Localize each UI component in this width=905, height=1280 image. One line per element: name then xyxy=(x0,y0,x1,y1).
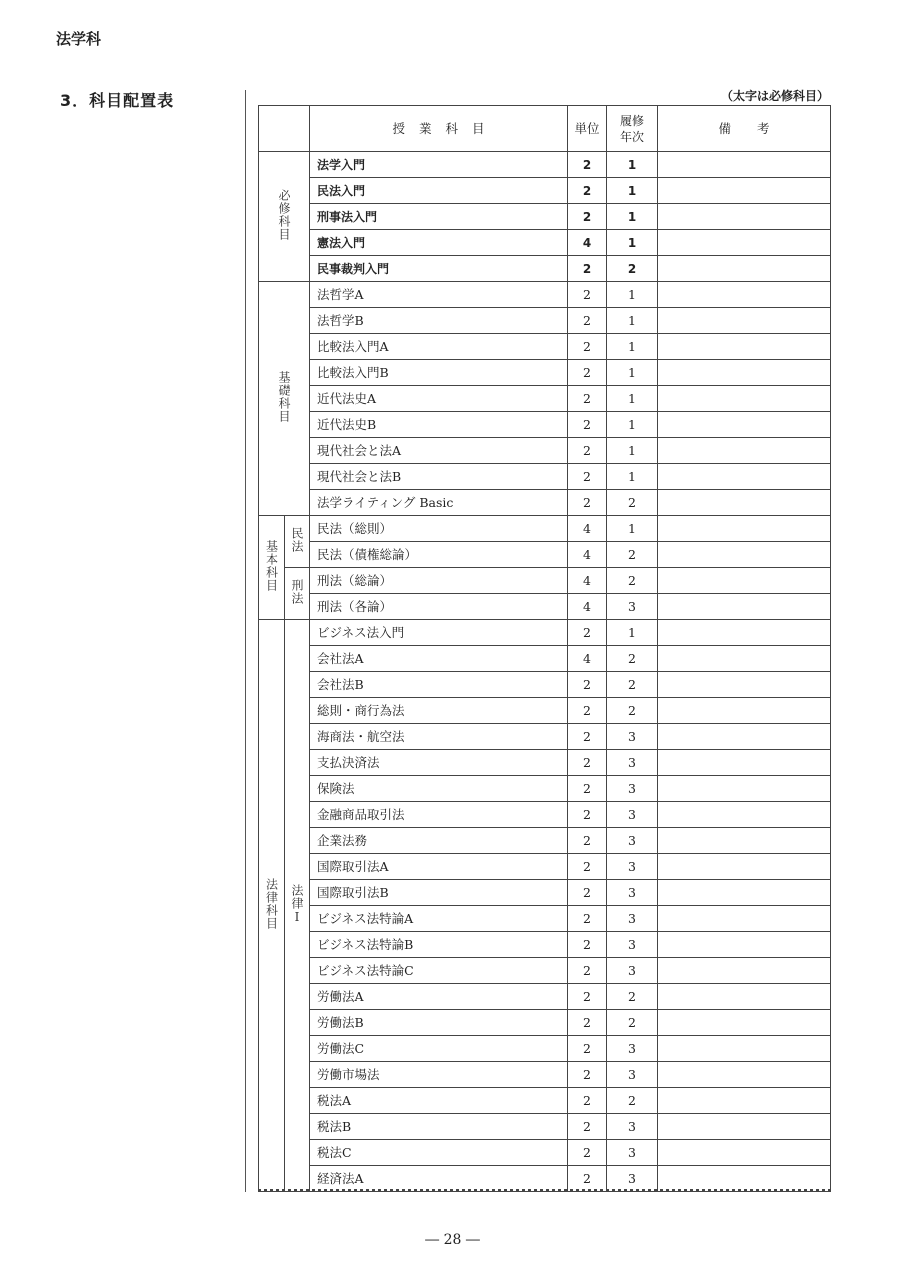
subject-cell: 労働法C xyxy=(310,1036,568,1062)
remarks-cell xyxy=(658,152,831,178)
remarks-cell xyxy=(658,178,831,204)
subject-cell: 税法B xyxy=(310,1114,568,1140)
subject-cell: 労働市場法 xyxy=(310,1062,568,1088)
table-row xyxy=(259,1010,831,1036)
year-cell: 3 xyxy=(607,1166,658,1192)
year-cell: 1 xyxy=(607,334,658,360)
units-cell: 2 xyxy=(568,1010,607,1036)
table-row xyxy=(259,282,831,308)
year-cell: 1 xyxy=(607,230,658,256)
remarks-cell xyxy=(658,984,831,1010)
group-basic: 基礎科目 xyxy=(259,282,310,516)
table-row xyxy=(259,620,831,646)
subject-cell: 法学入門 xyxy=(310,152,568,178)
year-cell: 3 xyxy=(607,958,658,984)
subject-cell: 比較法入門A xyxy=(310,334,568,360)
year-cell: 3 xyxy=(607,802,658,828)
header-group-cell xyxy=(259,106,310,152)
subject-cell: 比較法入門B xyxy=(310,360,568,386)
units-cell: 2 xyxy=(568,906,607,932)
units-cell: 2 xyxy=(568,880,607,906)
units-cell: 4 xyxy=(568,646,607,672)
header-year: 履修 年次 xyxy=(607,106,658,152)
table-row xyxy=(259,672,831,698)
remarks-cell xyxy=(658,620,831,646)
remarks-cell xyxy=(658,776,831,802)
table-row xyxy=(259,256,831,282)
year-cell: 3 xyxy=(607,1062,658,1088)
units-cell: 2 xyxy=(568,438,607,464)
table-row xyxy=(259,1036,831,1062)
year-cell: 1 xyxy=(607,204,658,230)
year-cell: 1 xyxy=(607,282,658,308)
year-cell: 2 xyxy=(607,568,658,594)
year-cell: 3 xyxy=(607,594,658,620)
course-table xyxy=(258,105,831,1192)
remarks-cell xyxy=(658,386,831,412)
table-row xyxy=(259,750,831,776)
units-cell: 2 xyxy=(568,1088,607,1114)
table-row xyxy=(259,698,831,724)
table-row xyxy=(259,1166,831,1192)
table-row xyxy=(259,828,831,854)
year-cell: 2 xyxy=(607,646,658,672)
table-row xyxy=(259,412,831,438)
subject-cell: 近代法史A xyxy=(310,386,568,412)
year-cell: 2 xyxy=(607,542,658,568)
year-cell: 3 xyxy=(607,828,658,854)
year-cell: 1 xyxy=(607,386,658,412)
subject-cell: ビジネス法特論B xyxy=(310,932,568,958)
table-row xyxy=(259,438,831,464)
table-row xyxy=(259,776,831,802)
table-row xyxy=(259,880,831,906)
margin-rule xyxy=(245,90,246,1192)
remarks-cell xyxy=(658,724,831,750)
table-row xyxy=(259,204,831,230)
subject-cell: 国際取引法A xyxy=(310,854,568,880)
year-cell: 3 xyxy=(607,750,658,776)
units-cell: 2 xyxy=(568,1114,607,1140)
subject-cell: 刑法（総論） xyxy=(310,568,568,594)
subject-cell: 民法入門 xyxy=(310,178,568,204)
subject-cell: 憲法入門 xyxy=(310,230,568,256)
header-subject: 授業科目 xyxy=(310,106,568,152)
remarks-cell xyxy=(658,932,831,958)
remarks-cell xyxy=(658,672,831,698)
remarks-cell xyxy=(658,1140,831,1166)
table-row xyxy=(259,802,831,828)
year-cell: 2 xyxy=(607,256,658,282)
subject-cell: 現代社会と法B xyxy=(310,464,568,490)
subject-cell: 会社法B xyxy=(310,672,568,698)
units-cell: 2 xyxy=(568,464,607,490)
units-cell: 2 xyxy=(568,932,607,958)
units-cell: 2 xyxy=(568,178,607,204)
year-cell: 1 xyxy=(607,360,658,386)
subject-cell: ビジネス法特論C xyxy=(310,958,568,984)
remarks-cell xyxy=(658,282,831,308)
subject-cell: 支払決済法 xyxy=(310,750,568,776)
subject-cell: ビジネス法入門 xyxy=(310,620,568,646)
units-cell: 2 xyxy=(568,958,607,984)
units-cell: 2 xyxy=(568,334,607,360)
remarks-cell xyxy=(658,750,831,776)
remarks-cell xyxy=(658,438,831,464)
units-cell: 2 xyxy=(568,412,607,438)
remarks-cell xyxy=(658,204,831,230)
subject-cell: 税法A xyxy=(310,1088,568,1114)
year-cell: 3 xyxy=(607,854,658,880)
subject-cell: 民法（債権総論） xyxy=(310,542,568,568)
table-row xyxy=(259,1062,831,1088)
subject-cell: 民事裁判入門 xyxy=(310,256,568,282)
remarks-cell xyxy=(658,568,831,594)
remarks-cell xyxy=(658,464,831,490)
year-cell: 3 xyxy=(607,880,658,906)
remarks-cell xyxy=(658,256,831,282)
units-cell: 2 xyxy=(568,750,607,776)
subject-cell: 企業法務 xyxy=(310,828,568,854)
table-row xyxy=(259,646,831,672)
year-cell: 3 xyxy=(607,1114,658,1140)
units-cell: 4 xyxy=(568,230,607,256)
units-cell: 2 xyxy=(568,854,607,880)
subgroup-law1: 法律Ⅰ xyxy=(285,620,310,1192)
units-cell: 2 xyxy=(568,672,607,698)
subject-cell: 海商法・航空法 xyxy=(310,724,568,750)
table-row xyxy=(259,334,831,360)
remarks-cell xyxy=(658,828,831,854)
remarks-cell xyxy=(658,594,831,620)
units-cell: 4 xyxy=(568,516,607,542)
table-row xyxy=(259,178,831,204)
remarks-cell xyxy=(658,490,831,516)
subject-cell: 金融商品取引法 xyxy=(310,802,568,828)
remarks-cell xyxy=(658,1114,831,1140)
subject-cell: 労働法B xyxy=(310,1010,568,1036)
remarks-cell xyxy=(658,1166,831,1192)
department-title: 法学科 xyxy=(56,30,102,48)
year-cell: 3 xyxy=(607,1140,658,1166)
table-row xyxy=(259,490,831,516)
year-cell: 3 xyxy=(607,906,658,932)
subject-cell: 法学ライティング Basic xyxy=(310,490,568,516)
year-cell: 1 xyxy=(607,178,658,204)
group-law: 法律科目 xyxy=(259,620,285,1192)
section-title: 3．科目配置表 xyxy=(60,91,175,110)
units-cell: 2 xyxy=(568,386,607,412)
table-row xyxy=(259,594,831,620)
year-cell: 3 xyxy=(607,776,658,802)
subject-cell: ビジネス法特論A xyxy=(310,906,568,932)
subject-cell: 法哲学B xyxy=(310,308,568,334)
subject-cell: 近代法史B xyxy=(310,412,568,438)
subject-cell: 会社法A xyxy=(310,646,568,672)
header-units: 単位 xyxy=(568,106,607,152)
table-row xyxy=(259,230,831,256)
year-cell: 1 xyxy=(607,308,658,334)
remarks-cell xyxy=(658,1036,831,1062)
units-cell: 2 xyxy=(568,490,607,516)
year-cell: 2 xyxy=(607,698,658,724)
table-row xyxy=(259,984,831,1010)
remarks-cell xyxy=(658,854,831,880)
remarks-cell xyxy=(658,1088,831,1114)
subgroup-civil: 民法 xyxy=(285,516,310,568)
group-fundamental: 基本科目 xyxy=(259,516,285,620)
table-row xyxy=(259,724,831,750)
units-cell: 2 xyxy=(568,282,607,308)
table-row xyxy=(259,906,831,932)
year-cell: 3 xyxy=(607,1036,658,1062)
group-required: 必修科目 xyxy=(259,152,310,282)
subject-cell: 法哲学A xyxy=(310,282,568,308)
units-cell: 2 xyxy=(568,204,607,230)
units-cell: 2 xyxy=(568,1140,607,1166)
units-cell: 2 xyxy=(568,1062,607,1088)
table-header-row xyxy=(259,106,831,152)
year-cell: 2 xyxy=(607,672,658,698)
subject-cell: 経済法A xyxy=(310,1166,568,1192)
subject-cell: 刑法（各論） xyxy=(310,594,568,620)
remarks-cell xyxy=(658,1062,831,1088)
remarks-cell xyxy=(658,516,831,542)
units-cell: 2 xyxy=(568,256,607,282)
table-row xyxy=(259,464,831,490)
table-row xyxy=(259,516,831,542)
table-row xyxy=(259,958,831,984)
remarks-cell xyxy=(658,360,831,386)
units-cell: 2 xyxy=(568,152,607,178)
units-cell: 2 xyxy=(568,724,607,750)
table-row xyxy=(259,1114,831,1140)
subject-cell: 民法（総則） xyxy=(310,516,568,542)
remarks-cell xyxy=(658,412,831,438)
units-cell: 4 xyxy=(568,594,607,620)
table-row xyxy=(259,854,831,880)
table-row xyxy=(259,360,831,386)
subject-cell: 労働法A xyxy=(310,984,568,1010)
units-cell: 2 xyxy=(568,776,607,802)
units-cell: 2 xyxy=(568,308,607,334)
units-cell: 2 xyxy=(568,360,607,386)
remarks-cell xyxy=(658,958,831,984)
page-number: ― 28 ― xyxy=(425,1232,480,1248)
remarks-cell xyxy=(658,880,831,906)
remarks-cell xyxy=(658,802,831,828)
year-cell: 2 xyxy=(607,1010,658,1036)
remarks-cell xyxy=(658,308,831,334)
remarks-cell xyxy=(658,698,831,724)
table-row xyxy=(259,1088,831,1114)
subject-cell: 国際取引法B xyxy=(310,880,568,906)
year-cell: 2 xyxy=(607,490,658,516)
year-cell: 1 xyxy=(607,152,658,178)
subject-cell: 総則・商行為法 xyxy=(310,698,568,724)
remarks-cell xyxy=(658,230,831,256)
subject-cell: 保険法 xyxy=(310,776,568,802)
subject-cell: 現代社会と法A xyxy=(310,438,568,464)
year-cell: 1 xyxy=(607,438,658,464)
units-cell: 2 xyxy=(568,620,607,646)
table-row xyxy=(259,386,831,412)
table-row xyxy=(259,932,831,958)
units-cell: 4 xyxy=(568,568,607,594)
remarks-cell xyxy=(658,646,831,672)
table-row xyxy=(259,308,831,334)
remarks-cell xyxy=(658,542,831,568)
year-cell: 1 xyxy=(607,516,658,542)
remarks-cell xyxy=(658,906,831,932)
units-cell: 2 xyxy=(568,1166,607,1192)
units-cell: 4 xyxy=(568,542,607,568)
units-cell: 2 xyxy=(568,984,607,1010)
remarks-cell xyxy=(658,1010,831,1036)
subgroup-criminal: 刑法 xyxy=(285,568,310,620)
units-cell: 2 xyxy=(568,698,607,724)
units-cell: 2 xyxy=(568,828,607,854)
year-cell: 2 xyxy=(607,984,658,1010)
table-row xyxy=(259,1140,831,1166)
subject-cell: 刑事法入門 xyxy=(310,204,568,230)
table-row xyxy=(259,568,831,594)
year-cell: 2 xyxy=(607,1088,658,1114)
header-remarks: 備考 xyxy=(658,106,831,152)
year-cell: 1 xyxy=(607,412,658,438)
year-cell: 3 xyxy=(607,724,658,750)
subject-cell: 税法C xyxy=(310,1140,568,1166)
units-cell: 2 xyxy=(568,1036,607,1062)
remarks-cell xyxy=(658,334,831,360)
table-row xyxy=(259,152,831,178)
year-cell: 3 xyxy=(607,932,658,958)
year-cell: 1 xyxy=(607,464,658,490)
year-cell: 1 xyxy=(607,620,658,646)
bold-note: （太字は必修科目） xyxy=(720,89,829,103)
table-row xyxy=(259,542,831,568)
units-cell: 2 xyxy=(568,802,607,828)
